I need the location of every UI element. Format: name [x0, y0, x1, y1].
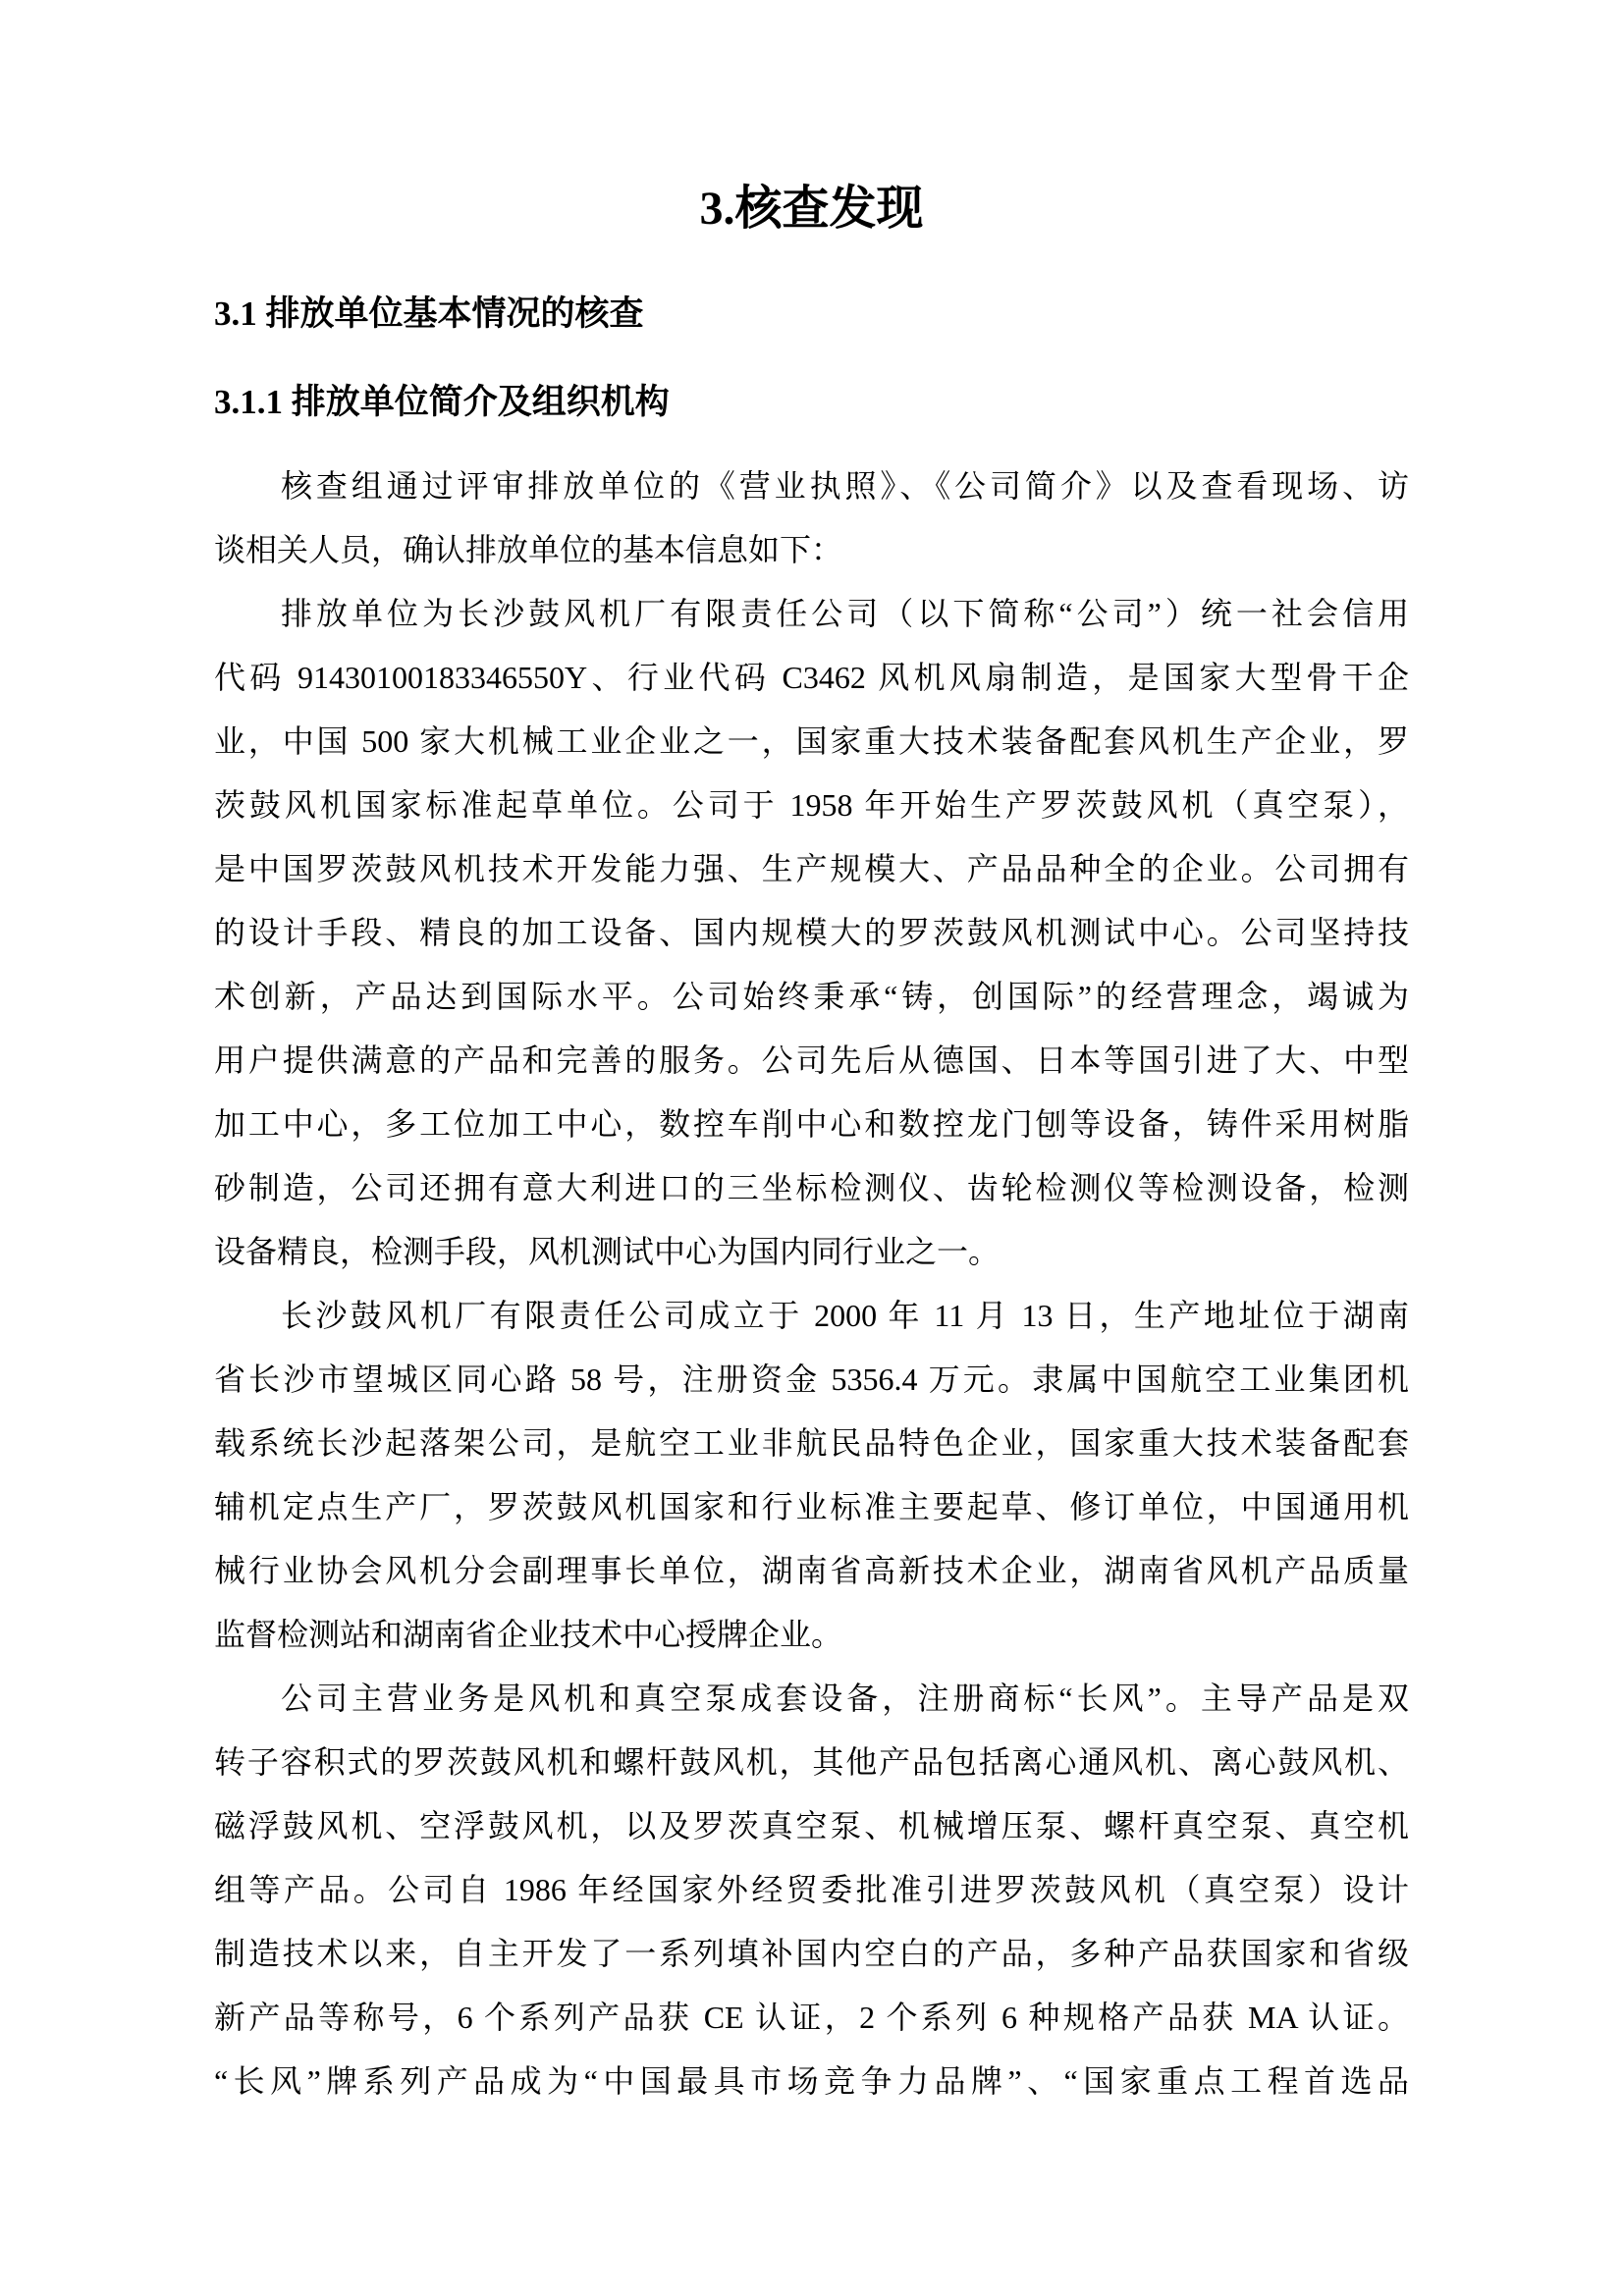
paragraph-line: 业，中国 500 家大机械工业企业之一，国家重大技术装备配套风机生产企业，罗 — [214, 723, 1409, 759]
document-title: 3.核查发现 — [699, 183, 924, 235]
paragraph-line: 加工中心，多工位加工中心，数控车削中心和数控龙门刨等设备，铸件采用树脂 — [214, 1106, 1409, 1142]
paragraph-line: 设备精良，检测手段，风机测试中心为国内同行业之一。 — [214, 1234, 1001, 1269]
paragraph-line: 组等产品。公司自 1986 年经国家外经贸委批准引进罗茨鼓风机（真空泵）设计 — [214, 1872, 1409, 1907]
paragraph-line: 磁浮鼓风机、空浮鼓风机，以及罗茨真空泵、机械增压泵、螺杆真空泵、真空机 — [214, 1808, 1409, 1843]
paragraph-line: 辅机定点生产厂，罗茨鼓风机国家和行业标准主要起草、修订单位，中国通用机 — [214, 1489, 1409, 1524]
paragraph-line: 长沙鼓风机厂有限责任公司成立于 2000 年 11 月 13 日，生产地址位于湖南 — [281, 1298, 1409, 1333]
paragraph-line: 排放单位为长沙鼓风机厂有限责任公司（以下简称“公司”）统一社会信用 — [281, 596, 1409, 631]
paragraph-line: 械行业协会风机分会副理事长单位，湖南省高新技术企业，湖南省风机产品质量 — [214, 1553, 1409, 1588]
paragraph-line: 省长沙市望城区同心路 58 号，注册资金 5356.4 万元。隶属中国航空工业集团机 — [214, 1362, 1409, 1397]
paragraph-line: 新产品等称号，6 个系列产品获 CE 认证，2 个系列 6 种规格产品获 MA 认证。 — [214, 2000, 1409, 2035]
paragraph-line: 是中国罗茨鼓风机技术开发能力强、生产规模大、产品品种全的企业。公司拥有 — [214, 851, 1409, 886]
paragraph-line: 制造技术以来，自主开发了一系列填补国内空白的产品，多种产品获国家和省级 — [214, 1936, 1409, 1971]
paragraph-line: 核查组通过评审排放单位的《营业执照》、《公司简介》以及查看现场、访 — [281, 468, 1409, 504]
paragraph-line: “长风”牌系列产品成为“中国最具市场竞争力品牌”、“国家重点工程首选品 — [214, 2063, 1409, 2099]
document-body — [214, 454, 1409, 2113]
paragraph-line: 代码 91430100183346550Y、行业代码 C3462 风机风扇制造，是国家大型骨干企 — [214, 660, 1409, 695]
paragraph-line: 谈相关人员，确认排放单位的基本信息如下： — [214, 532, 843, 567]
section-heading-3-1-1: 3.1.1 排放单位简介及组织机构 — [214, 383, 670, 421]
section-heading-3-1: 3.1 排放单位基本情况的核查 — [214, 294, 644, 333]
paragraph-line: 转子容积式的罗茨鼓风机和螺杆鼓风机，其他产品包括离心通风机、离心鼓风机、 — [214, 1744, 1409, 1780]
paragraph-line: 公司主营业务是风机和真空泵成套设备，注册商标“长风”。主导产品是双 — [281, 1681, 1409, 1716]
paragraph-line: 的设计手段、精良的加工设备、国内规模大的罗茨鼓风机测试中心。公司坚持技 — [214, 915, 1409, 950]
paragraph-line: 用户提供满意的产品和完善的服务。公司先后从德国、日本等国引进了大、中型 — [214, 1042, 1409, 1078]
paragraph-line: 术创新，产品达到国际水平。公司始终秉承“铸，创国际”的经营理念，竭诚为 — [214, 979, 1409, 1014]
paragraph-line: 砂制造，公司还拥有意大利进口的三坐标检测仪、齿轮检测仪等检测设备，检测 — [214, 1170, 1409, 1205]
document-content — [214, 183, 1409, 2113]
paragraph-line: 茨鼓风机国家标准起草单位。公司于 1958 年开始生产罗茨鼓风机（真空泵）， — [214, 787, 1409, 823]
paragraph-line: 载系统长沙起落架公司，是航空工业非航民品特色企业，国家重大技术装备配套 — [214, 1425, 1409, 1461]
paragraph-line: 监督检测站和湖南省企业技术中心授牌企业。 — [214, 1617, 843, 1652]
